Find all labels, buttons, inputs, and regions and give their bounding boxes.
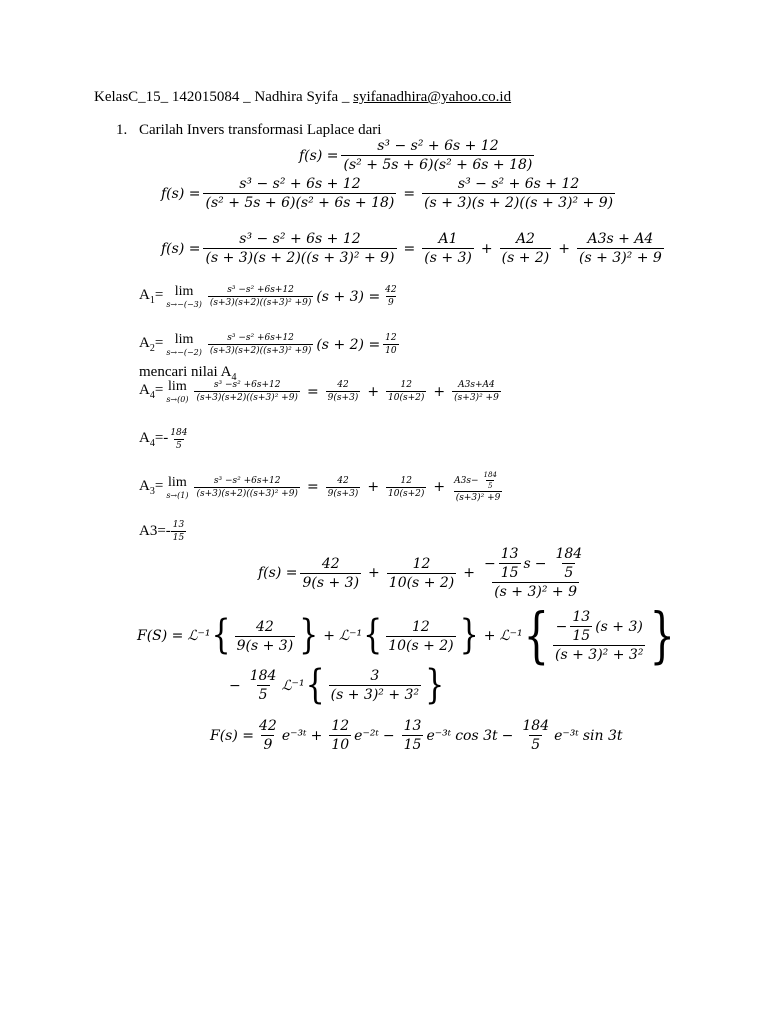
fraction-a3-a4 bbox=[577, 231, 664, 266]
fraction bbox=[194, 380, 299, 403]
plus-sign: + bbox=[558, 240, 571, 257]
a4-label: $A_4=$ bbox=[139, 382, 164, 401]
fraction-denominator: (s + 3) bbox=[424, 250, 472, 266]
fraction-a1 bbox=[422, 231, 474, 266]
question-text: Carilah Invers transformasi Laplace dari bbox=[139, 122, 382, 138]
a2-label: $A_2=$ bbox=[139, 335, 164, 354]
fraction bbox=[422, 176, 615, 211]
fraction-numerator: s³ −s² +6s+12 bbox=[227, 285, 294, 295]
fraction-denominator: (s+3)(s+2)((s+3)² +9) bbox=[196, 488, 298, 499]
equation-a1 bbox=[139, 284, 402, 309]
fraction-denominator: (s² + 5s + 6)(s² + 6s + 18) bbox=[343, 157, 533, 173]
multiplier: (s + 2) = bbox=[316, 336, 381, 353]
limit-operator: lim s→(1) bbox=[166, 474, 189, 500]
fraction bbox=[194, 476, 299, 499]
equation-substituted: f(s) = $\frac{42}{9(s + 3)}$ + $\frac{12}{10(s + 2)}$ + − $\frac{13}{15}$ s − $\frac{184}{5}$ (s + 3)² + 9 bbox=[258, 546, 583, 600]
limit-operator: lim s→−(−3) bbox=[166, 284, 202, 309]
fraction-result: $\frac{12}{10}$ bbox=[385, 333, 397, 356]
fraction-numerator: s³ −s² +6s+12 bbox=[213, 380, 281, 390]
fraction-numerator: s³ −s² +6s+12 bbox=[227, 333, 294, 343]
fraction-numerator: A1 bbox=[438, 231, 458, 247]
fraction bbox=[341, 138, 534, 173]
equals-sign: = bbox=[403, 185, 416, 202]
header-line bbox=[94, 88, 511, 106]
fraction-denominator: (s + 2) bbox=[501, 250, 550, 266]
multiplier: (s + 3) = bbox=[316, 288, 381, 305]
question-number: 1. bbox=[116, 122, 128, 138]
fraction-denominator: (s+3)(s+2)((s+3)² +9) bbox=[196, 393, 298, 403]
fraction-numerator: A2 bbox=[515, 231, 535, 247]
header-email: syifanadhira@yahoo.co.id bbox=[353, 89, 512, 105]
fraction-a2 bbox=[500, 231, 552, 266]
fraction-numerator: s³ − s² + 6s + 12 bbox=[377, 138, 499, 154]
f-of-s-label: f(s) = bbox=[161, 185, 201, 202]
fraction-denominator: (s+3)(s+2)((s+3)² +9) bbox=[209, 298, 312, 308]
fraction-denominator: (s + 3)(s + 2)((s + 3)² + 9) bbox=[424, 195, 614, 211]
fraction-denominator: (s + 3)(s + 2)((s + 3)² + 9) bbox=[205, 250, 395, 266]
a3-label: $A_3=$ bbox=[139, 477, 164, 497]
note-find-a4: mencari nilai $A_4$ bbox=[139, 364, 237, 383]
fraction-numerator: A3s + A4 bbox=[587, 231, 654, 247]
fraction bbox=[208, 333, 313, 356]
fraction-numerator: s³ − s² + 6s + 12 bbox=[239, 231, 361, 247]
fraction-result: $\frac{42}{9}$ bbox=[385, 285, 397, 308]
fraction bbox=[208, 285, 313, 308]
fraction-numerator: s³ −s² +6s+12 bbox=[213, 475, 281, 486]
fraction-numerator: s³ − s² + 6s + 12 bbox=[457, 176, 580, 192]
fraction bbox=[203, 231, 396, 266]
equation-original-function bbox=[299, 138, 537, 173]
fraction-denominator: (s+3)(s+2)((s+3)² +9) bbox=[209, 346, 312, 356]
fraction-numerator: s³ − s² + 6s + 12 bbox=[239, 176, 361, 192]
equation-a4: $A_4=$ lim s→(0) $\frac{\text{s³ −s² +6s+12}}{\text{(s+3)(s+2)((s+3)² +9)}}$ = $\frac{42}{9(s+3)}$ + $\frac{12}{10(s+2)}$ + $\frac{A3s+A4}{\text{(s+3)² +9}}$ bbox=[139, 379, 499, 404]
equation-final-result: F(s) = $\frac{42}{9}$ e⁻³ᵗ + $\frac{12}{10}$ e⁻²ᵗ − $\frac{13}{15}$ e⁻³ᵗ cos 3t − $\frac{184}{5}$ e⁻³ᵗ sin 3t bbox=[210, 718, 623, 753]
plus-sign: + bbox=[480, 240, 493, 257]
equals-sign: = bbox=[403, 240, 416, 257]
a3-result: A3=- $\frac{13}{15}$ bbox=[139, 520, 185, 543]
f-of-s-label: f(s) = bbox=[161, 240, 201, 257]
equation-factored-denominator bbox=[161, 176, 618, 211]
a1-label: $A_1=$ bbox=[139, 287, 164, 306]
equation-a3: $A_3=$ lim s→(1) $\frac{\text{s³ −s² +6s+12}}{\text{(s+3)(s+2)((s+3)² +9)}}$ = $\frac{42}{9(s+3)}$ + $\frac{12}{10(s+2)}$ + A3s− $\frac{184}{5}$ (s+3)² +9 bbox=[139, 471, 501, 503]
equation-partial-fractions bbox=[161, 231, 667, 266]
a4-result: $A_4=-$ $\frac{184}{5}$ bbox=[139, 428, 188, 451]
f-of-s-label: f(s) = bbox=[299, 147, 339, 164]
equation-inverse-laplace-1: F(S) = ℒ⁻¹ { $\frac{42}{9(s + 3)}$ } + ℒ⁻¹ { $\frac{12}{10(s + 2)}$ } + ℒ⁻¹ { − $\frac{13}{15}$ (s + 3) (s + 3)² + 3² } bbox=[137, 601, 675, 671]
equation-inverse-laplace-2: − $\frac{184}{5}$ ℒ⁻¹ { $\frac{3}{\text{(s + 3)² + 3²}}$ } bbox=[229, 661, 445, 709]
limit-operator: lim s→(0) bbox=[166, 379, 189, 404]
equation-a2 bbox=[139, 332, 402, 357]
header-meta: KelasC_15_ 142015084 _ Nadhira Syifa _ bbox=[94, 89, 354, 105]
fraction bbox=[203, 176, 396, 211]
fraction-denominator: (s + 3)² + 9 bbox=[579, 250, 662, 266]
fraction-denominator: (s² + 5s + 6)(s² + 6s + 18) bbox=[205, 195, 395, 211]
limit-operator: lim s→−(−2) bbox=[166, 332, 202, 357]
